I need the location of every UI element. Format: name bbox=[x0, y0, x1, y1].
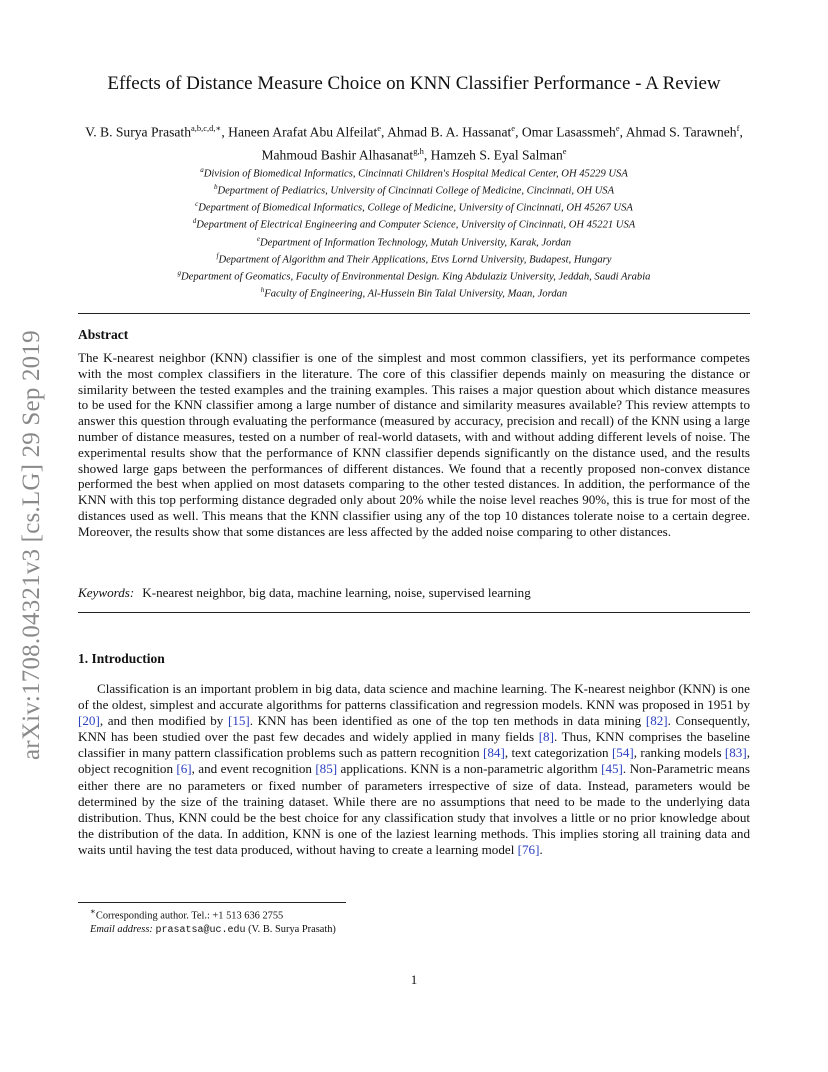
author-name: Haneen Arafat Abu Alfeilat bbox=[228, 124, 378, 140]
keywords-line bbox=[78, 585, 750, 601]
author-affiliation-marks: a,b,c,d,∗ bbox=[191, 123, 222, 133]
author-affiliation-marks: e bbox=[615, 123, 620, 133]
body-text: . Non-Parametric means either there are no parameters or fixed number of parameters irrespective of size of data. Instead, parameters would be determined by the size of the training dataset. While there are no assumptions that need to be made to the underlying data distribution. Thus, KNN could be the best choice for any classification study that involves a little or no prior knowledge about the distribution of the data. In addition, KNN is one of the laziest learning methods. This implies storing all training data and waits until having the test data produced, without having to create a learning model bbox=[78, 761, 751, 857]
author-affiliation-marks: f bbox=[736, 123, 740, 133]
introduction-paragraph bbox=[78, 681, 750, 858]
affiliation-text: Department of Pediatrics, University of Cincinnati College of Medicine, Cincinnati, OH USA bbox=[217, 185, 615, 197]
author-name: Omar Lasassmeh bbox=[521, 124, 616, 140]
affiliation-text: Faculty of Engineering, Al-Hussein Bin Talal University, Maan, Jordan bbox=[264, 288, 568, 300]
affiliation-text: Department of Algorithm and Their Applications, Etvs Lornd University, Budapest, Hungary bbox=[218, 254, 612, 266]
footnote-rule bbox=[78, 902, 346, 903]
keywords-text: K-nearest neighbor, big data, machine learning, noise, supervised learning bbox=[142, 585, 531, 600]
author-name: Ahmad S. Tarawneh bbox=[625, 124, 737, 140]
affiliation-text: Department of Information Technology, Mutah University, Karak, Jordan bbox=[259, 237, 572, 249]
abstract-heading: Abstract bbox=[78, 327, 129, 342]
footnote-mark: ∗ bbox=[90, 906, 96, 916]
affiliation-mark: h bbox=[260, 285, 265, 294]
affiliation-line bbox=[78, 215, 750, 232]
body-text: , and then modified by bbox=[99, 713, 228, 729]
affiliation-text: Department of Electrical Engineering and Computer Science, University of Cincinnati, OH 45221 USA bbox=[196, 219, 636, 231]
footnote-email-link[interactable]: prasatsa@uc.edu bbox=[155, 924, 246, 936]
affiliation-mark: f bbox=[216, 251, 219, 260]
author-affiliation-marks: e bbox=[377, 123, 382, 133]
abstract-top-rule bbox=[78, 313, 750, 314]
footnote-email-owner: (V. B. Surya Prasath) bbox=[248, 923, 336, 935]
footnote-corresponding: Corresponding author. Tel.: +1 513 636 2755 bbox=[95, 910, 284, 922]
body-text: , object recognition bbox=[78, 745, 750, 777]
arxiv-identifier: arXiv:1708.04321v3 [cs.LG] 29 Sep 2019 bbox=[18, 330, 45, 760]
author-list: V. B. Surya Prasath$^{a,b,c,d,∗}$, Haneen Arafat Abu Alfeilat$^e$, Ahmad B. A. Hassanat$^e$, Omar Lasassmeh$^e$, Ahmad S. Tarawneh$^f$, Mahmoud Bashir Alhasanat$^{g,h}$, Hamzeh S. Eyal Salman$^e$ bbox=[85, 123, 743, 163]
paper-title: Effects of Distance Measure Choice on KNN Classifier Performance - A Review bbox=[107, 73, 721, 94]
body-text: Classification is an important problem in big data, data science and machine learning. The K-nearest neighbor (KNN) is one of the oldest, simplest and accurate algorithms for patterns classification and regression models. KNN was proposed in 1951 by bbox=[78, 681, 750, 713]
author-affiliation-marks: e bbox=[511, 123, 516, 133]
affiliation-text: Division of Biomedical Informatics, Cincinnati Children's Hospital Medical Center, OH 45229 USA bbox=[203, 168, 628, 180]
author-affiliation-marks: e bbox=[562, 145, 567, 156]
author-name: Hamzeh S. Eyal Salman bbox=[430, 147, 563, 163]
author-name: Ahmad B. A. Hassanat bbox=[387, 124, 512, 140]
author-name: V. B. Surya Prasath bbox=[85, 124, 191, 140]
affiliation-line bbox=[78, 233, 750, 250]
body-text: . Thus, KNN comprises the baseline classifier in many pattern classification problems such as pattern recognition bbox=[78, 729, 750, 761]
affiliation-line bbox=[78, 164, 750, 181]
body-text: applications. KNN is a non-parametric algorithm bbox=[337, 761, 602, 777]
body-text: , ranking models bbox=[633, 745, 725, 761]
citation-link[interactable]: [45] bbox=[601, 761, 623, 777]
author-name: Mahmoud Bashir Alhasanat bbox=[261, 147, 414, 163]
affiliation-text: Department of Geomatics, Faculty of Environmental Design. King Abdulaziz University, Jeddah, Saudi Arabia bbox=[181, 271, 651, 283]
citation-link[interactable]: [20] bbox=[78, 713, 100, 729]
footnote-email-label: Email address: bbox=[90, 923, 153, 935]
affiliation-line bbox=[78, 250, 750, 267]
affiliation-line bbox=[78, 267, 750, 284]
author-affiliation-marks: g,h bbox=[413, 145, 424, 156]
affiliation-mark: a bbox=[200, 166, 204, 174]
abstract-body: The K-nearest neighbor (KNN) classifier is one of the simplest and most common classifiers, yet its performance competes with the most complex classifiers in the literature. The core of this classifier depends mainly on measuring the distance or similarity between the tested examples and the training examples. This raises a major question about which distance measures to be used for the KNN classifier among a large number of distance and similarity measures available? This review attempts to answer this question through evaluating the performance (measured by accuracy, precision and recall) of the KNN using a large number of distance measures, tested on a number of real-world datasets, with and without adding different levels of noise. The experimental results show that the performance of KNN classifier depends significantly on the distance used, and the results showed large gaps between the performances of different distances. We found that a recently proposed non-convex distance performed the best when applied on most datasets comparing to the other tested distances. In addition, the performance of the KNN with this top performing distance degraded only about 20% while the noise level reaches 90%, this is true for most of the distances used as well. This means that the KNN classifier using any of the top 10 distances tolerate noise to a certain degree. Moreover, the results show that some distances are less affected by the added noise comparing to other distances. bbox=[78, 350, 750, 539]
affiliation-mark: g bbox=[177, 268, 182, 277]
affiliation-text: Department of Biomedical Informatics, College of Medicine, University of Cincinnati, OH 45267 USA bbox=[198, 202, 633, 214]
page-number: 1 bbox=[410, 972, 418, 987]
affiliation-mark: b bbox=[213, 183, 218, 192]
affiliation-line bbox=[78, 198, 750, 215]
body-text: . Consequently, KNN has been studied over the past few decades and widely applied in many fields bbox=[78, 713, 750, 745]
affiliation-mark: e bbox=[256, 234, 260, 243]
citation-link[interactable]: [83] bbox=[724, 745, 747, 761]
citation-link[interactable]: [6] bbox=[176, 761, 192, 777]
citation-link[interactable]: [76] bbox=[517, 841, 540, 857]
body-text: , text categorization bbox=[504, 745, 612, 761]
affiliation-line bbox=[78, 284, 750, 301]
affiliation-mark: c bbox=[195, 200, 199, 209]
citation-link[interactable]: [85] bbox=[315, 761, 338, 777]
body-text: . bbox=[539, 841, 543, 857]
affiliation-line bbox=[78, 181, 750, 198]
affiliation-mark: d bbox=[192, 217, 197, 226]
citation-link[interactable]: [8] bbox=[538, 729, 554, 745]
abstract-bottom-rule bbox=[78, 612, 750, 613]
citation-link[interactable]: [82] bbox=[645, 713, 668, 729]
footnote bbox=[90, 905, 336, 937]
citation-link[interactable]: [84] bbox=[483, 745, 505, 761]
affiliation-list bbox=[78, 164, 750, 301]
body-text: . KNN has been identified as one of the top ten methods in data mining bbox=[249, 713, 646, 729]
section-heading-introduction: 1. Introduction bbox=[78, 651, 165, 666]
body-text: , and event recognition bbox=[191, 761, 316, 777]
citation-link[interactable]: [54] bbox=[611, 745, 634, 761]
citation-link[interactable]: [15] bbox=[227, 713, 250, 729]
keywords-label: Keywords: bbox=[78, 585, 135, 600]
